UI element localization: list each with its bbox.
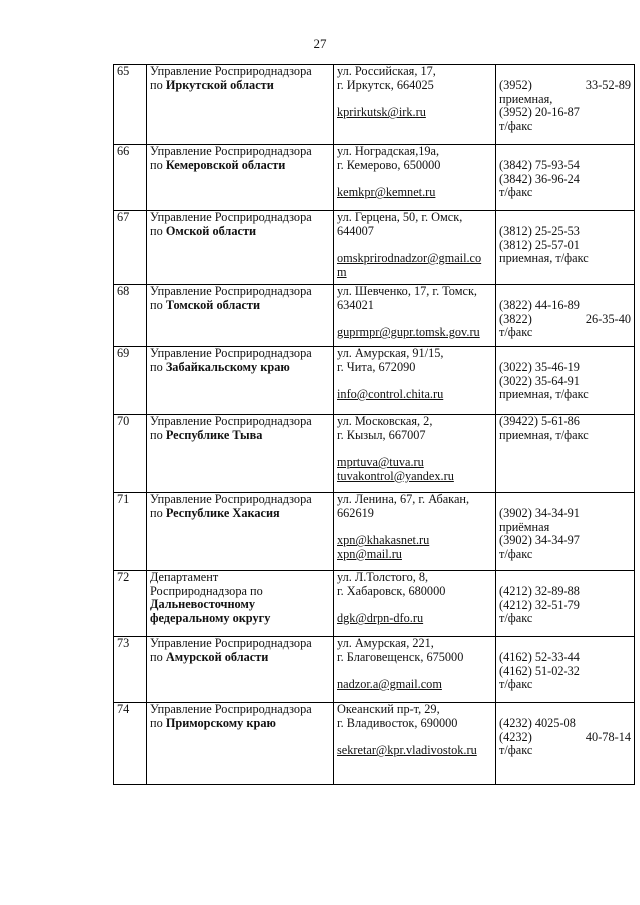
table-row xyxy=(114,415,635,493)
phone-line: (3822) 44-16-89 xyxy=(499,298,580,312)
email-link[interactable]: sekretar@kpr.vladivostok.ru xyxy=(337,743,477,758)
phone-cell xyxy=(496,145,635,211)
organization-cell xyxy=(147,703,334,785)
organization-line: Управление Росприроднадзора xyxy=(150,284,312,298)
spacer xyxy=(337,374,492,388)
table-row xyxy=(114,145,635,211)
address-cell xyxy=(334,65,496,145)
organization-cell xyxy=(147,285,334,347)
phone-line: т/факс xyxy=(499,611,533,626)
address-line: г. Хабаровск, 680000 xyxy=(337,583,446,598)
email-link[interactable]: m xyxy=(337,264,347,279)
organization-line: Управление Росприроднадзора xyxy=(150,702,312,716)
phone-line: (39422) 5-61-86 xyxy=(499,414,580,428)
email-link[interactable]: tuvakontrol@yandex.ru xyxy=(337,468,454,483)
address-line: г. Чита, 672090 xyxy=(337,359,416,374)
organization-line: Управление Росприроднадзора xyxy=(150,636,312,650)
email-link[interactable]: kprirkutsk@irk.ru xyxy=(337,105,426,120)
phone-line xyxy=(499,731,631,745)
organization-line: Управление Росприроднадзора xyxy=(150,414,312,428)
address-cell xyxy=(334,211,496,285)
spacer xyxy=(337,238,492,252)
phone-cell xyxy=(496,347,635,415)
organization-prefix: по xyxy=(150,427,166,442)
phone-line: (4212) 32-89-88 xyxy=(499,584,580,598)
address-line: г. Кемерово, 650000 xyxy=(337,157,441,172)
organization-line xyxy=(150,651,330,665)
address-line: ул. Московская, 2, xyxy=(337,414,433,428)
spacer xyxy=(337,520,492,534)
table-row xyxy=(114,65,635,145)
organization-cell xyxy=(147,347,334,415)
organization-name: Амурской области xyxy=(165,649,269,664)
spacer xyxy=(499,493,631,507)
address-cell xyxy=(334,493,496,571)
address-line: 644007 xyxy=(337,223,374,238)
organization-name: Омской области xyxy=(165,223,257,238)
phone-line: (3842) 36-96-24 xyxy=(499,171,580,186)
phone-line: (3902) 34-34-91 xyxy=(499,506,580,520)
address-cell xyxy=(334,571,496,637)
email-link[interactable]: guprmpr@gupr.tomsk.gov.ru xyxy=(337,325,480,340)
organization-cell xyxy=(147,493,334,571)
email-link[interactable]: xpn@khakasnet.ru xyxy=(337,533,430,548)
phone-cell xyxy=(496,637,635,703)
organization-name: Дальневосточному xyxy=(150,597,255,612)
email-link[interactable]: kemkpr@kemnet.ru xyxy=(337,185,436,200)
spacer xyxy=(499,285,631,299)
phone-line: т/факс xyxy=(499,118,533,133)
phone-line: (4162) 52-33-44 xyxy=(499,650,580,664)
organization-cell xyxy=(147,145,334,211)
organization-cell xyxy=(147,571,334,637)
phone-line: т/факс xyxy=(499,677,533,692)
phone-cell xyxy=(496,571,635,637)
phone-cell xyxy=(496,211,635,285)
phone-line: приемная, т/факс xyxy=(499,427,589,442)
phone-line: т/факс xyxy=(499,743,533,758)
phone-line: приемная, т/факс xyxy=(499,387,589,402)
phone-line xyxy=(499,313,631,327)
address-cell xyxy=(334,145,496,211)
spacer xyxy=(337,92,492,106)
spacer xyxy=(337,664,492,678)
row-number: 69 xyxy=(114,347,147,415)
organization-line xyxy=(150,429,330,443)
phone-line: т/факс xyxy=(499,185,533,200)
address-line: г. Владивосток, 690000 xyxy=(337,715,458,730)
phone-line: (3842) 75-93-54 xyxy=(499,158,580,172)
address-cell xyxy=(334,347,496,415)
phone-line: (3952) 20-16-87 xyxy=(499,105,580,120)
phone-line: (4162) 51-02-32 xyxy=(499,663,580,678)
address-line: г. Благовещенск, 675000 xyxy=(337,649,464,664)
phone-number: 40-78-14 xyxy=(585,729,631,744)
phone-cell xyxy=(496,703,635,785)
address-cell xyxy=(334,415,496,493)
table-row xyxy=(114,347,635,415)
address-line: г. Иркутск, 664025 xyxy=(337,77,434,92)
organization-line: Управление Росприроднадзора xyxy=(150,144,312,158)
organization-prefix: по xyxy=(150,223,166,238)
row-number: 65 xyxy=(114,65,147,145)
row-number: 71 xyxy=(114,493,147,571)
phone-line: (3812) 25-57-01 xyxy=(499,237,580,252)
phone-cell xyxy=(496,285,635,347)
organization-line xyxy=(150,507,330,521)
organization-line: Управление Росприроднадзора xyxy=(150,492,312,506)
organization-line xyxy=(150,299,330,313)
organization-name: федеральному округу xyxy=(150,610,271,625)
address-line: ул. Л.Толстого, 8, xyxy=(337,570,429,584)
organization-line xyxy=(150,225,330,239)
phone-line: т/факс xyxy=(499,546,533,561)
spacer xyxy=(499,347,631,361)
row-number: 66 xyxy=(114,145,147,211)
row-number: 68 xyxy=(114,285,147,347)
spacer xyxy=(499,145,631,159)
organization-name: Иркутской области xyxy=(165,77,274,92)
table-row xyxy=(114,571,635,637)
contacts-table-body xyxy=(114,65,635,785)
organization-name: Республике Тыва xyxy=(165,427,263,442)
phone-line: (4232) 4025-08 xyxy=(499,716,576,730)
row-number: 67 xyxy=(114,211,147,285)
address-line: Океанский пр-т, 29, xyxy=(337,702,440,716)
phone-line: (3902) 34-34-97 xyxy=(499,533,580,548)
organization-name: Приморскому краю xyxy=(165,715,276,730)
email-link[interactable]: omskprirodnadzor@gmail.co xyxy=(337,251,482,266)
organization-cell xyxy=(147,65,334,145)
phone-line: (4212) 32-51-79 xyxy=(499,597,580,612)
table-row xyxy=(114,703,635,785)
address-cell xyxy=(334,703,496,785)
phone-line: приёмная xyxy=(499,519,550,534)
address-line: ул. Амурская, 91/15, xyxy=(337,346,444,360)
organization-cell xyxy=(147,637,334,703)
organization-name: Республике Хакасия xyxy=(165,505,280,520)
organization-cell xyxy=(147,211,334,285)
organization-line: Управление Росприроднадзора xyxy=(150,64,312,78)
email-link[interactable]: nadzor.a@gmail.com xyxy=(337,677,442,692)
phone-code: (4232) xyxy=(499,729,532,744)
address-line: ул. Герцена, 50, г. Омск, xyxy=(337,210,463,224)
phone-line: (3022) 35-46-19 xyxy=(499,360,580,374)
spacer xyxy=(499,703,631,717)
phone-code: (3952) xyxy=(499,78,532,92)
spacer xyxy=(499,571,631,585)
phone-number: 33-52-89 xyxy=(585,78,631,92)
address-line: 634021 xyxy=(337,297,374,312)
spacer xyxy=(499,65,631,79)
organization-prefix: по xyxy=(150,157,166,172)
spacer xyxy=(337,312,492,326)
organization-line: Управление Росприроднадзора xyxy=(150,210,312,224)
address-cell xyxy=(334,285,496,347)
phone-cell xyxy=(496,493,635,571)
organization-cell xyxy=(147,415,334,493)
spacer xyxy=(499,637,631,651)
organization-line xyxy=(150,717,330,731)
address-line: 662619 xyxy=(337,505,374,520)
phone-number: 26-35-40 xyxy=(585,311,631,326)
organization-line: Росприроднадзора по xyxy=(150,583,263,598)
address-line: ул. Ленина, 67, г. Абакан, xyxy=(337,492,470,506)
address-line: г. Кызыл, 667007 xyxy=(337,427,426,442)
spacer xyxy=(337,172,492,186)
spacer xyxy=(337,442,492,456)
row-number: 72 xyxy=(114,571,147,637)
organization-line xyxy=(150,159,330,173)
organization-prefix: по xyxy=(150,649,166,664)
spacer xyxy=(337,730,492,744)
phone-line: (3812) 25-25-53 xyxy=(499,224,580,238)
table-row xyxy=(114,285,635,347)
row-number: 73 xyxy=(114,637,147,703)
address-cell xyxy=(334,637,496,703)
row-number: 74 xyxy=(114,703,147,785)
address-line: ул. Амурская, 221, xyxy=(337,636,434,650)
phone-line: т/факс xyxy=(499,325,533,340)
email-link[interactable]: info@control.chita.ru xyxy=(337,387,444,402)
organization-name: Томской области xyxy=(165,297,261,312)
organization-line xyxy=(150,79,330,93)
organization-line xyxy=(150,361,330,375)
table-row xyxy=(114,493,635,571)
organization-line: Управление Росприроднадзора xyxy=(150,346,312,360)
table-row xyxy=(114,637,635,703)
phone-cell xyxy=(496,415,635,493)
phone-line: (3022) 35-64-91 xyxy=(499,373,580,388)
organization-prefix: по xyxy=(150,505,166,520)
spacer xyxy=(499,211,631,225)
address-line: ул. Ноградская,19а, xyxy=(337,144,440,158)
contacts-table xyxy=(113,64,635,785)
organization-prefix: по xyxy=(150,297,166,312)
page-number: 27 xyxy=(313,36,327,51)
spacer xyxy=(337,598,492,612)
organization-line: Департамент xyxy=(150,570,219,584)
organization-prefix: по xyxy=(150,77,166,92)
phone-line: приемная, xyxy=(499,91,553,106)
organization-prefix: по xyxy=(150,715,166,730)
address-line: ул. Шевченко, 17, г. Томск, xyxy=(337,284,478,298)
table-row xyxy=(114,211,635,285)
email-link[interactable]: mprtuva@tuva.ru xyxy=(337,455,424,470)
organization-prefix: по xyxy=(150,359,166,374)
address-line: ул. Российская, 17, xyxy=(337,64,436,78)
organization-name: Забайкальскому краю xyxy=(165,359,290,374)
email-link[interactable]: xpn@mail.ru xyxy=(337,546,402,561)
phone-code: (3822) xyxy=(499,311,532,326)
row-number: 70 xyxy=(114,415,147,493)
phone-line: приемная, т/факс xyxy=(499,251,589,266)
phone-cell xyxy=(496,65,635,145)
organization-name: Кемеровской области xyxy=(165,157,286,172)
email-link[interactable]: dgk@drpn-dfo.ru xyxy=(337,611,424,626)
phone-line xyxy=(499,79,631,93)
